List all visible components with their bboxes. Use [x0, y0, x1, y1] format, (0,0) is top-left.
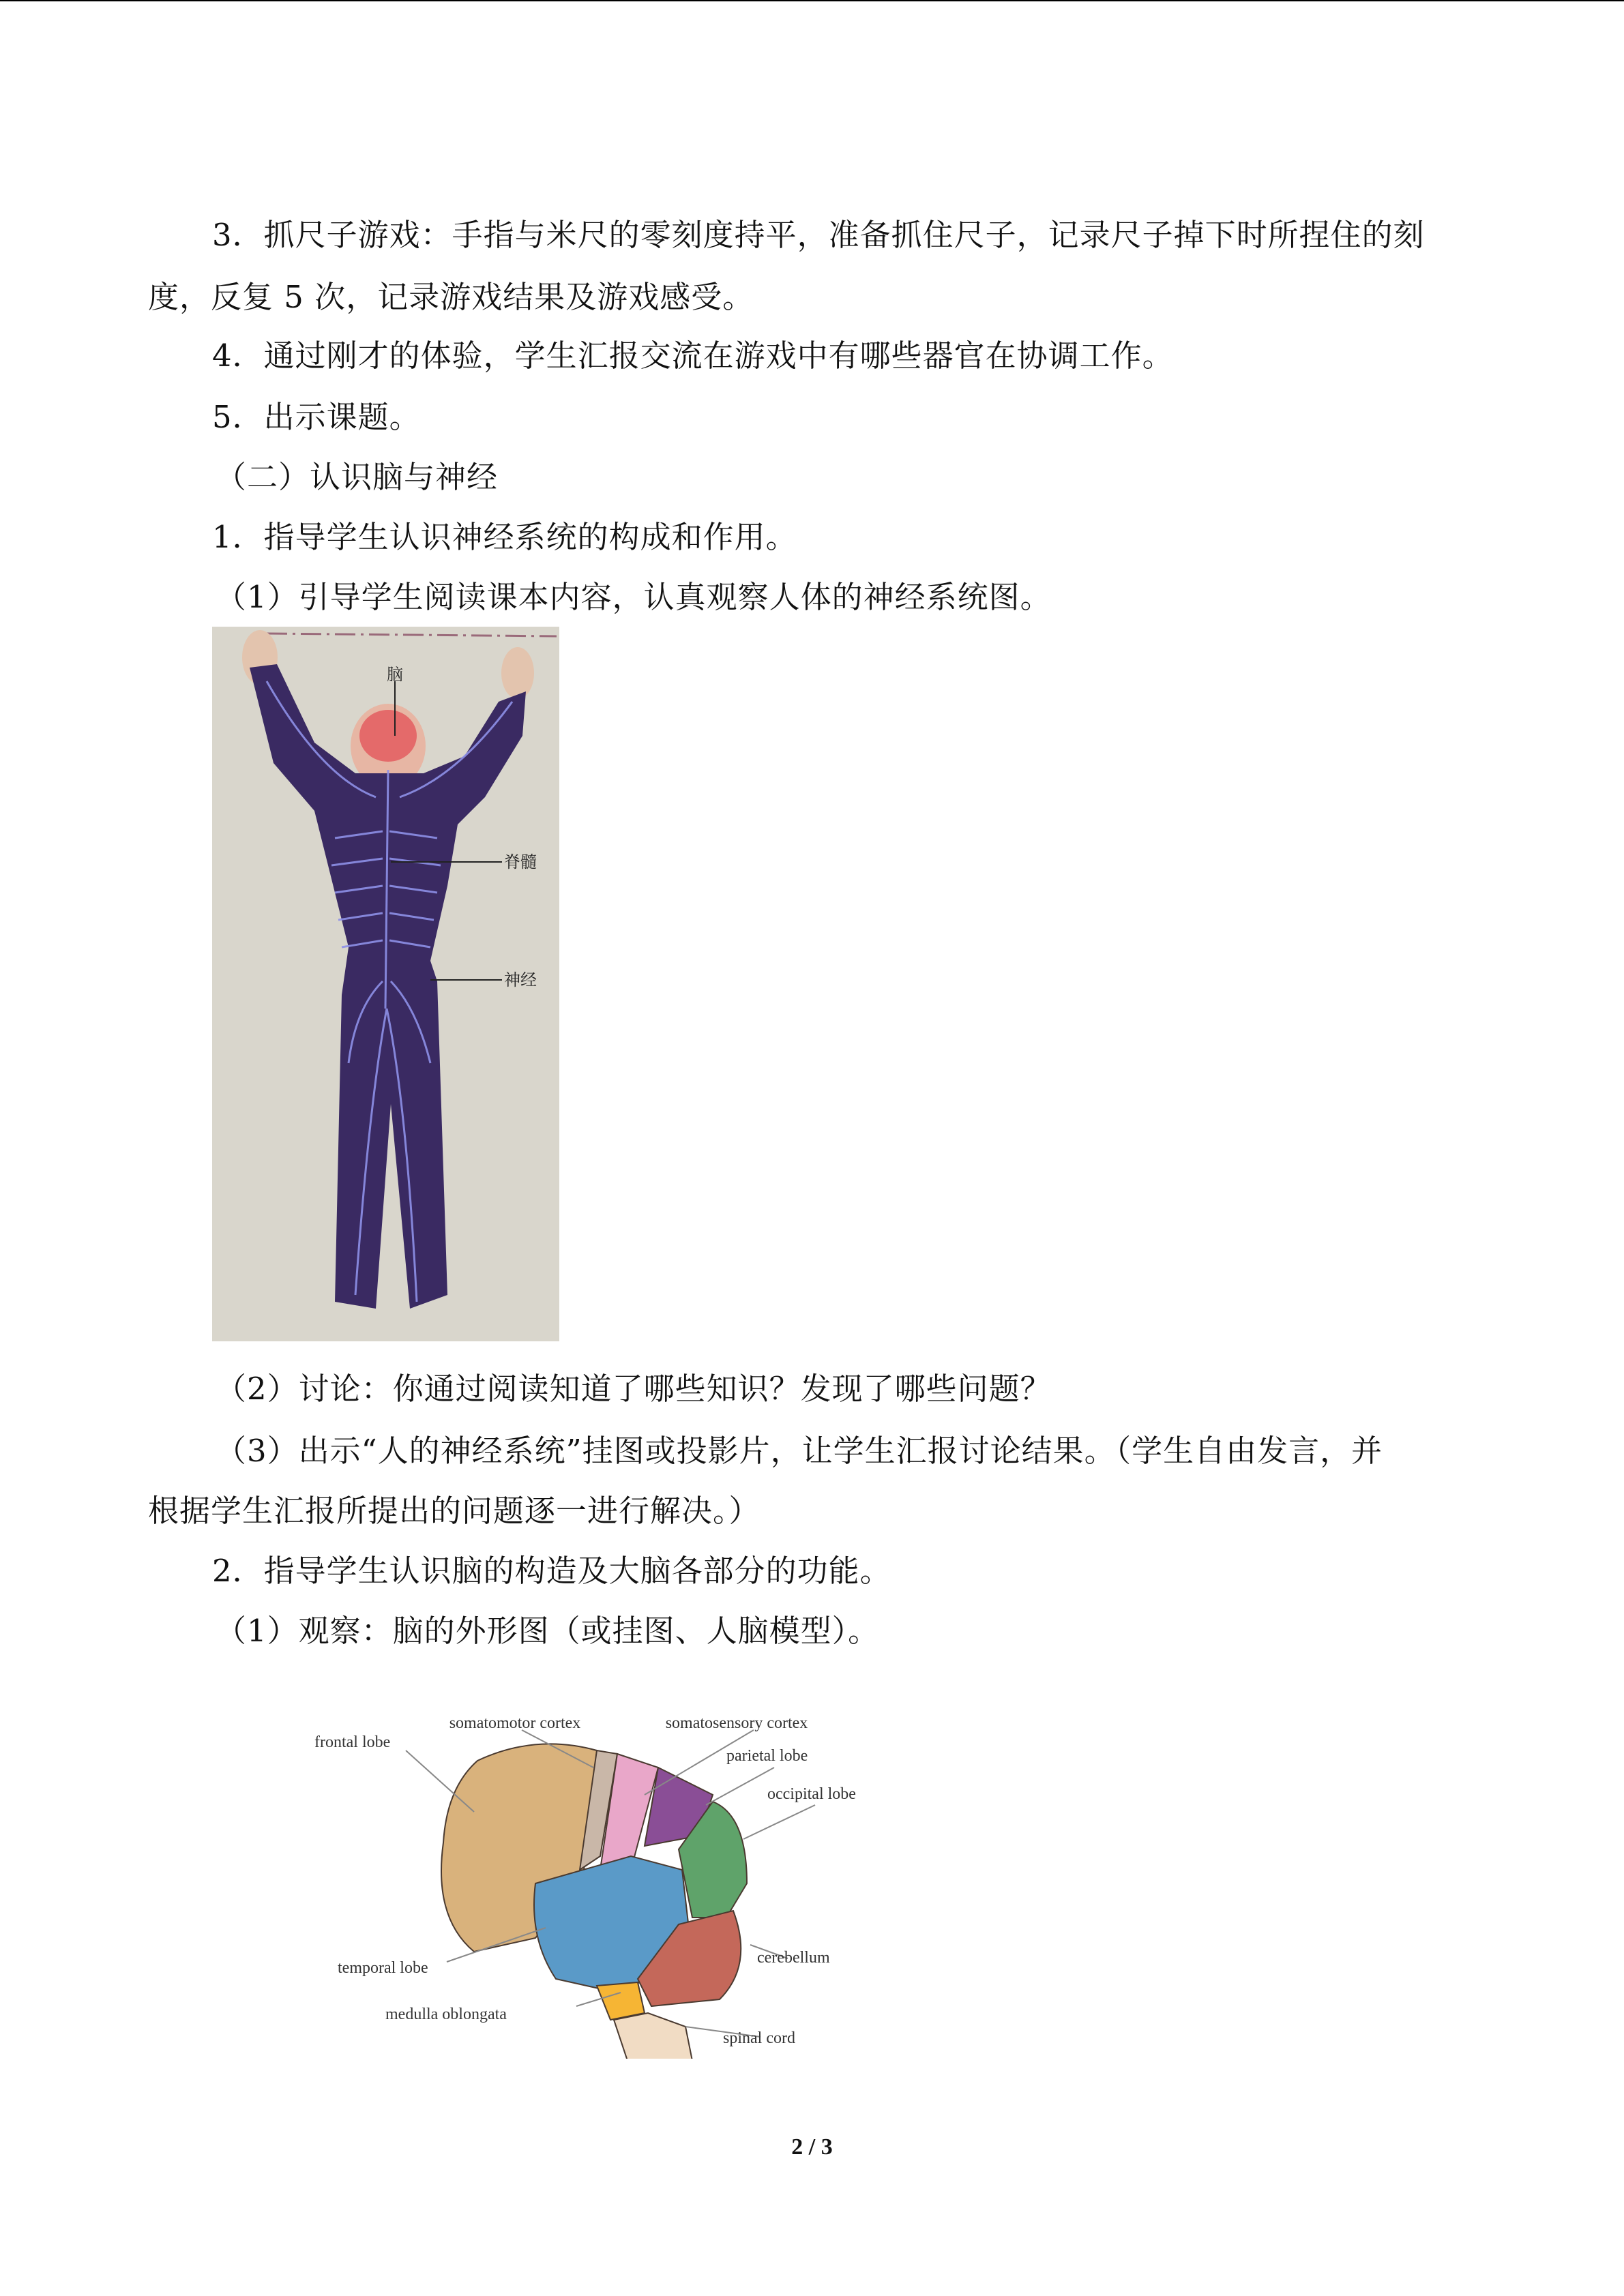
- label-frontal-lobe: frontal lobe: [314, 1733, 391, 1751]
- label-cerebellum: cerebellum: [757, 1949, 830, 1967]
- brain-diagram-image: [310, 1693, 879, 2059]
- brain-icon: [359, 710, 417, 762]
- paragraph: 1．指导学生认识神经系统的构成和作用。: [212, 519, 797, 555]
- paragraph: 3．抓尺子游戏：手指与米尺的零刻度持平，准备抓住尺子，记录尺子掉下时所捏住的刻: [212, 217, 1425, 253]
- paragraph: 2．指导学生认识脑的构造及大脑各部分的功能。: [212, 1553, 891, 1589]
- section-heading: （二）认识脑与神经: [216, 459, 499, 495]
- paragraph: （1）引导学生阅读课本内容，认真观察人体的神经系统图。: [216, 579, 1052, 615]
- label-somatosensory-cortex: somatosensory cortex: [665, 1714, 808, 1732]
- label-temporal-lobe: temporal lobe: [338, 1959, 428, 1977]
- label-occipital-lobe: occipital lobe: [767, 1785, 856, 1803]
- label-parietal-lobe: parietal lobe: [726, 1747, 808, 1765]
- label-somatomotor-cortex: somatomotor cortex: [449, 1714, 581, 1732]
- label-medulla-oblongata: medulla oblongata: [385, 2006, 507, 2023]
- hand: [501, 647, 534, 699]
- paragraph: （2）讨论：你通过阅读知道了哪些知识？发现了哪些问题？: [216, 1371, 1052, 1407]
- paragraph: （1）观察：脑的外形图（或挂图、人脑模型）。: [216, 1613, 880, 1649]
- page-number: 2 / 3: [791, 2134, 833, 2160]
- paragraph: 4．通过刚才的体验，学生汇报交流在游戏中有哪些器官在协调工作。: [212, 338, 1174, 374]
- paragraph: 根据学生汇报所提出的问题逐一进行解决。）: [148, 1493, 761, 1529]
- label-nerve: 神经: [504, 972, 537, 989]
- nervous-system-image: [212, 627, 559, 1341]
- paragraph: 度，反复 5 次，记录游戏结果及游戏感受。: [148, 279, 754, 315]
- label-spinal-cord: spinal cord: [723, 2029, 795, 2047]
- paragraph: （3）出示“人的神经系统”挂图或投影片，让学生汇报讨论结果。（学生自由发言，并: [216, 1433, 1383, 1469]
- paragraph: 5．出示课题。: [212, 399, 421, 435]
- label-brain: 脑: [387, 666, 403, 684]
- label-spinal-cord: 脊髓: [504, 854, 537, 871]
